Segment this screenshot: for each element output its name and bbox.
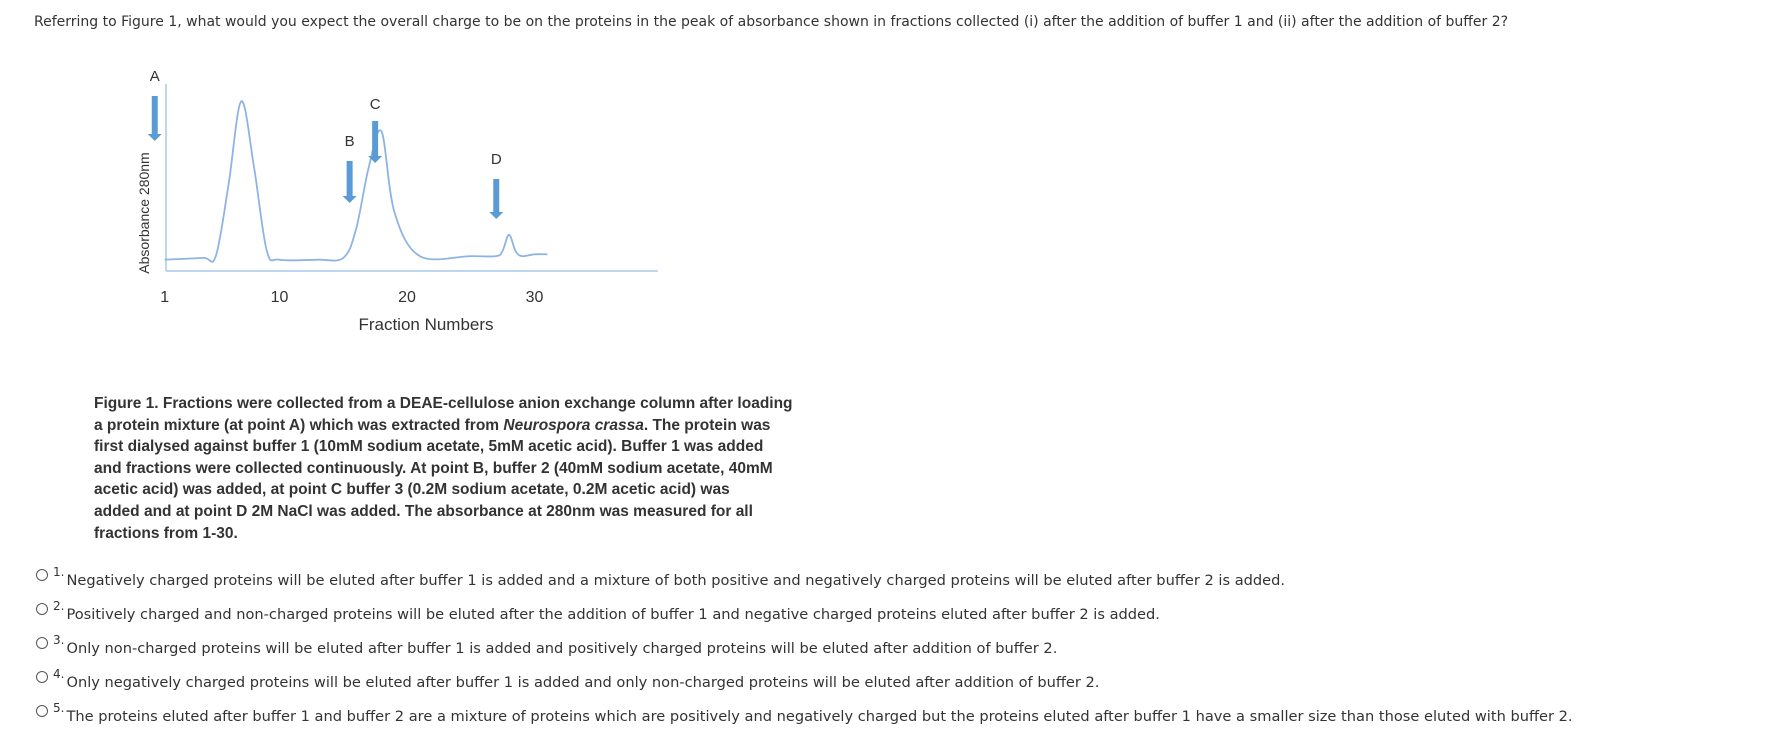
elution-profile-figure xyxy=(120,66,700,386)
option-text: Only non-charged proteins will be eluted after buffer 1 is added and positively charged proteins will be eluted after addition of buffer 2. xyxy=(66,640,1058,657)
option-text: Only negatively charged proteins will be eluted after buffer 1 is added and only non-charged proteins will be eluted after addition of buffer 2. xyxy=(66,674,1100,691)
option-number: 1. xyxy=(53,565,65,579)
caption-line: Figure 1. Fractions were collected from a DEAE-cellulose anion exchange column after loading xyxy=(94,395,793,412)
caption-line: acetic acid) was added, at point C buffer 3 (0.2M sodium acetate, 0.2M acetic acid) was xyxy=(94,481,730,499)
species-name: Neurospora crassa xyxy=(503,416,644,434)
option-number: 3. xyxy=(53,633,65,647)
chromatogram-chart xyxy=(120,66,700,386)
radio-button[interactable] xyxy=(36,705,48,717)
x-tick-label: 20 xyxy=(398,289,416,306)
option-text: Positively charged and non-charged proteins will be eluted after the addition of buffer 1 and negative charged proteins eluted after buffer 2 is added. xyxy=(66,606,1160,623)
option-number: 4. xyxy=(53,667,65,681)
answer-option-2[interactable] xyxy=(36,600,1776,634)
caption-line xyxy=(94,415,794,437)
option-text: Negatively charged proteins will be eluted after buffer 1 is added and a mixture of both positive and negatively charged proteins will be eluted after buffer 2 is added. xyxy=(66,572,1286,589)
marker-c-label: C xyxy=(369,96,381,113)
answer-option-5[interactable] xyxy=(36,702,1776,736)
answer-options xyxy=(36,566,1776,736)
x-axis-label: Fraction Numbers xyxy=(358,315,494,334)
x-tick-label: 30 xyxy=(525,289,544,306)
radio-button[interactable] xyxy=(36,671,48,683)
y-axis-label: Absorbance 280nm xyxy=(136,152,152,274)
absorbance-trace xyxy=(165,101,548,262)
caption-line-text: a protein mixture (at point A) which was extracted from xyxy=(94,416,504,434)
x-tick-label: 1 xyxy=(160,289,170,306)
marker-a-arrow xyxy=(148,96,162,141)
caption-line: and fractions were collected continuously. At point B, buffer 2 (40mM sodium acetate, 40mM xyxy=(94,459,773,477)
marker-c-arrow xyxy=(368,121,382,163)
answer-option-3[interactable] xyxy=(36,634,1776,668)
marker-b-arrow xyxy=(343,161,357,203)
marker-d-arrow xyxy=(489,179,503,219)
option-number: 2. xyxy=(53,599,65,613)
marker-d-label: D xyxy=(490,151,502,168)
caption-line: added and at point D 2M NaCl was added. The absorbance at 280nm was measured for all xyxy=(94,502,753,520)
answer-option-1[interactable] xyxy=(36,566,1776,600)
marker-a-label: A xyxy=(149,68,160,85)
caption-line: first dialysed against buffer 1 (10mM sodium acetate, 5mM acetic acid). Buffer 1 was added xyxy=(94,438,764,456)
caption-line: fractions from 1-30. xyxy=(94,524,238,542)
option-text: The proteins eluted after buffer 1 and buffer 2 are a mixture of proteins which are positively and negatively charged but the proteins eluted after buffer 1 have a smaller size than those eluted with buffer 2. xyxy=(66,708,1573,725)
answer-option-4[interactable] xyxy=(36,668,1776,702)
radio-button[interactable] xyxy=(36,603,48,615)
radio-button[interactable] xyxy=(36,569,48,581)
radio-button[interactable] xyxy=(36,637,48,649)
caption-line-text: . The protein was xyxy=(643,416,771,434)
figure-caption xyxy=(94,393,794,544)
x-tick-label: 10 xyxy=(270,289,289,306)
question-text: Referring to Figure 1, what would you expect the overall charge to be on the proteins in the peak of absorbance shown in fractions collected (i) after the addition of buffer 1 and (ii) after the addition of buffer 2? xyxy=(34,14,1509,30)
option-number: 5. xyxy=(53,701,65,715)
marker-b-label: B xyxy=(344,133,355,150)
